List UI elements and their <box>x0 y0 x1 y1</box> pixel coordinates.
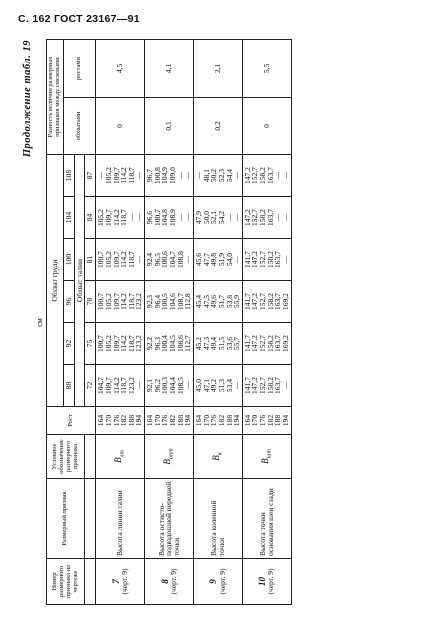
row-feature: Высота точки основания шеи сзади <box>242 479 291 559</box>
row-cell: 104,7 109,7 114,2 118,7 123,2 — <box>96 365 145 407</box>
row-heights: 164 170 176 182 188 194 <box>193 407 242 435</box>
row-cell: 100,7 105,2 109,7 114,2 118,7 123,2 <box>96 281 145 323</box>
row-cell: 147,2 152,7 158,2 163,7 — — <box>242 154 291 196</box>
row-symbol-sub: лт <box>118 450 126 458</box>
row-feature: Высота коленной точки <box>193 479 242 559</box>
row-symbol-sub: к <box>216 452 224 456</box>
hip-value: 72 <box>85 365 96 407</box>
row-cell: 45,0 47,1 49,2 51,3 53,4 — <box>193 365 242 407</box>
chest-value: 108 <box>63 154 74 196</box>
row-number: 10 <box>257 577 268 586</box>
row-diff-height: 4,1 <box>145 39 194 97</box>
hip-group-header: Обхват талии <box>74 154 85 406</box>
header-empty-cell <box>85 435 96 479</box>
row-feature: Высота линии талии <box>96 479 145 559</box>
table-row <box>96 39 145 604</box>
hip-value: 78 <box>85 281 96 323</box>
row-heights: 164 170 176 182 188 194 <box>242 407 291 435</box>
table-row <box>193 39 242 604</box>
row-cell: 100,7 105,2 109,7 114,2 118,7 123,2 <box>96 323 145 365</box>
chest-value: 100 <box>63 239 74 281</box>
row-number: 8 <box>159 579 170 584</box>
diff-height-header: ростами <box>63 39 96 97</box>
row-symbol: B <box>210 455 221 461</box>
row-figure-ref: (черт. 9) <box>266 568 276 595</box>
row-cell: 92,4 96,5 100,6 104,7 108,8 — <box>145 239 194 281</box>
hip-value: 81 <box>85 239 96 281</box>
col-number-header: Номер размерного признака на чертеже <box>47 559 85 605</box>
diff-group-header: Разность величин размерных признаков между смежными <box>47 39 64 154</box>
row-diff-height: 5,5 <box>242 39 291 97</box>
row-cell: 141,7 147,2 152,7 158,2 163,7 169,2 <box>242 323 291 365</box>
row-cell: 45,6 47,7 49,8 51,9 54,0 — <box>193 239 242 281</box>
row-number: 7 <box>110 579 121 584</box>
chest-value: 96 <box>63 281 74 323</box>
row-cell: 141,7 147,2 152,7 158,2 163,7 — <box>242 365 291 407</box>
row-number: 9 <box>208 579 219 584</box>
row-cell: 105,2 109,7 114,2 118,7 — — <box>96 197 145 239</box>
row-heights: 164 170 176 182 188 194 <box>96 407 145 435</box>
row-symbol-sub: опт <box>167 448 175 460</box>
row-feature: Высота остисто-подвздошной передней точки <box>145 479 194 559</box>
row-diff-chest: 0 <box>96 97 145 154</box>
hip-value: 75 <box>85 323 96 365</box>
row-symbol-sub: шт <box>265 449 273 459</box>
row-diff-height: 4,5 <box>96 39 145 97</box>
row-diff-height: 2,1 <box>193 39 242 97</box>
chest-group-header: Обхват груди <box>47 154 64 406</box>
chest-value: 88 <box>63 365 74 407</box>
row-figure-ref: (черт. 9) <box>119 568 129 595</box>
page-header: С. 162 ГОСТ 23167—91 <box>18 13 140 25</box>
row-diff-chest: 0,2 <box>193 97 242 154</box>
row-figure-ref: (черт. 9) <box>168 568 178 595</box>
row-figure-ref: (черт. 9) <box>217 568 227 595</box>
row-cell: — 105,2 109,7 114,2 118,7 — <box>96 154 145 196</box>
row-heights: 164 170 176 182 188 194 <box>145 407 194 435</box>
row-symbol: B <box>162 459 173 465</box>
row-cell: 92,1 96,2 100,3 104,4 108,5 — <box>145 365 194 407</box>
row-cell: 147,2 152,7 158,2 163,7 — — <box>242 197 291 239</box>
row-cell: 141,7 147,2 152,7 158,2 163,7 169,2 <box>242 281 291 323</box>
row-cell: 100,7 105,2 109,7 114,2 118,7 — <box>96 239 145 281</box>
row-diff-chest: 0,1 <box>145 97 194 154</box>
row-cell: 96,7 100,8 104,9 109,0 — — <box>145 154 194 196</box>
continuation-label: Продолжение табл. 19 <box>22 40 33 158</box>
chest-value: 92 <box>63 323 74 365</box>
header-empty-cell <box>85 559 96 605</box>
row-symbol: B <box>113 457 124 463</box>
row-cell: 96,6 100,7 104,8 108,9 — — <box>145 197 194 239</box>
row-cell: 141,7 147,2 152,7 158,2 163,7 — <box>242 239 291 281</box>
row-cell: — 48,1 50,2 52,3 54,4 — <box>193 154 242 196</box>
row-symbol: B <box>259 458 270 464</box>
row-cell: 92,2 96,3 100,4 104,5 108,6 112,7 <box>145 323 194 365</box>
chest-value: 104 <box>63 197 74 239</box>
row-cell: 45,2 47,3 49,4 51,5 53,6 55,7 <box>193 323 242 365</box>
table-row <box>145 39 194 604</box>
hip-value: 84 <box>85 197 96 239</box>
row-cell: 47,9 50,0 52,1 54,2 — — <box>193 197 242 239</box>
measurement-table <box>46 39 292 605</box>
rotated-table-area <box>22 40 402 605</box>
row-diff-chest: 0 <box>242 97 291 154</box>
col-height-header: Рост <box>47 407 96 435</box>
unit-label: см <box>35 318 44 327</box>
col-symbol-header: Условное обозначение размерного признака <box>47 435 85 479</box>
col-feature-header: Размерный признак <box>47 479 85 559</box>
row-cell: 45,4 47,5 49,6 51,7 53,8 55,9 <box>193 281 242 323</box>
table-row <box>242 39 291 604</box>
hip-value: 87 <box>85 154 96 196</box>
row-cell: 92,3 96,4 100,5 104,6 108,7 112,8 <box>145 281 194 323</box>
diff-chest-header: обхватами <box>63 97 96 154</box>
header-empty-cell <box>85 479 96 559</box>
